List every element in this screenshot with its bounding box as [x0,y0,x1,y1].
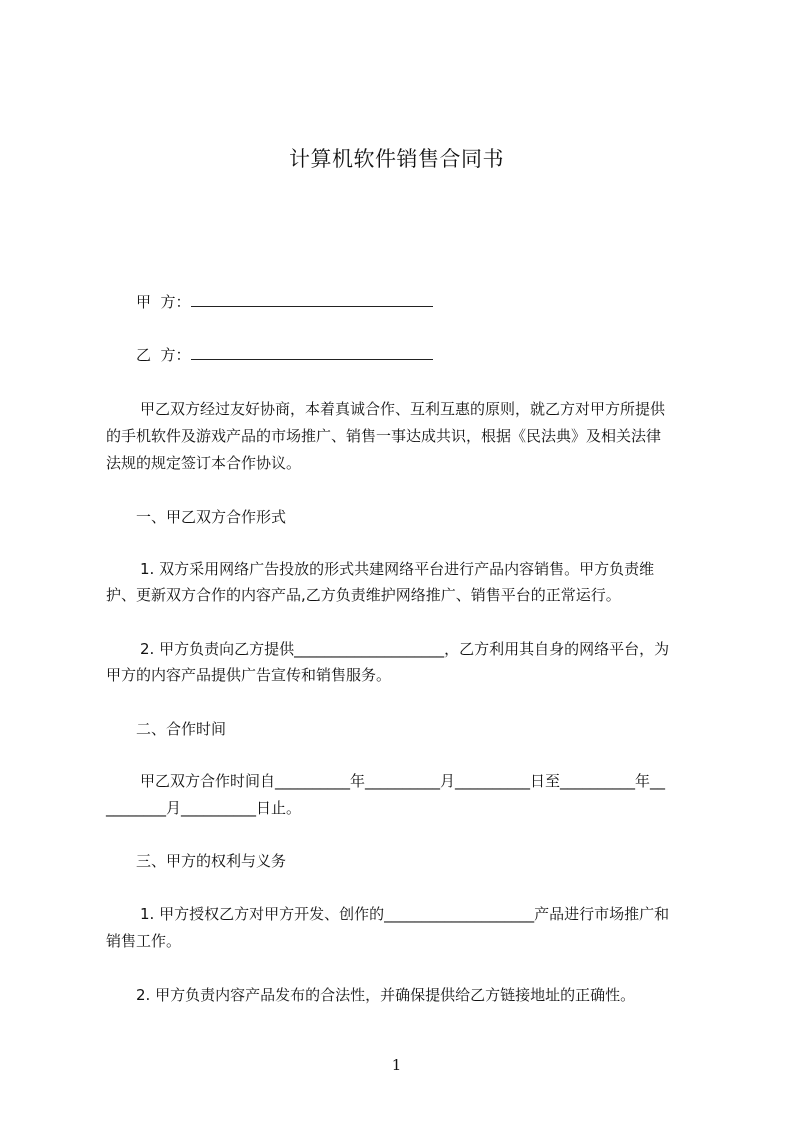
section-2-line-1: 甲乙双方合作时间自__________年__________月__________日至__________年__ [140,772,666,790]
party-b-label: 乙 方： [136,346,191,364]
section-1-item-2-line-2: 甲方的内容产品提供广告宣传和销售服务。 [106,666,392,684]
section-1-heading: 一、甲乙双方合作形式 [136,508,287,526]
party-a-blank [191,292,433,307]
party-a-label: 甲 方： [136,293,191,311]
section-3-item-1-line-1: 1. 甲方授权乙方对甲方开发、创作的____________________产品进行市场推广和 [140,905,670,923]
preamble-line-3: 法规的规定签订本合作协议。 [106,454,302,472]
party-b-blank [191,345,433,360]
section-3-item-2-line-1: 2. 甲方负责内容产品发布的合法性，并确保提供给乙方链接地址的正确性。 [136,986,636,1004]
section-2-heading: 二、合作时间 [136,720,227,738]
page-number: 1 [391,1056,402,1074]
preamble-line-2: 的手机软件及游戏产品的市场推广、销售一事达成共识，根据《民法典》及相关法律 [106,427,662,445]
section-2-line-2: ________月__________日止。 [106,799,302,817]
section-1-item-1-line-1: 1. 双方采用网络广告投放的形式共建网络平台进行产品内容销售。甲方负责维 [140,560,655,578]
section-1-item-2-line-1: 2. 甲方负责向乙方提供____________________，乙方利用其自身的网络平台，为 [140,640,670,658]
party-a-line [136,292,433,312]
preamble-line-1: 甲乙双方经过友好协商，本着真诚合作、互利互惠的原则，就乙方对甲方所提供 [140,400,666,418]
party-b-line [136,345,433,365]
section-3-item-1-line-2: 销售工作。 [106,932,182,950]
section-1-item-1-line-2: 护、更新双方合作的内容产品,乙方负责维护网络推广、销售平台的正常运行。 [106,586,621,604]
document-title: 计算机软件销售合同书 [289,147,504,171]
section-3-heading: 三、甲方的权利与义务 [136,852,287,870]
